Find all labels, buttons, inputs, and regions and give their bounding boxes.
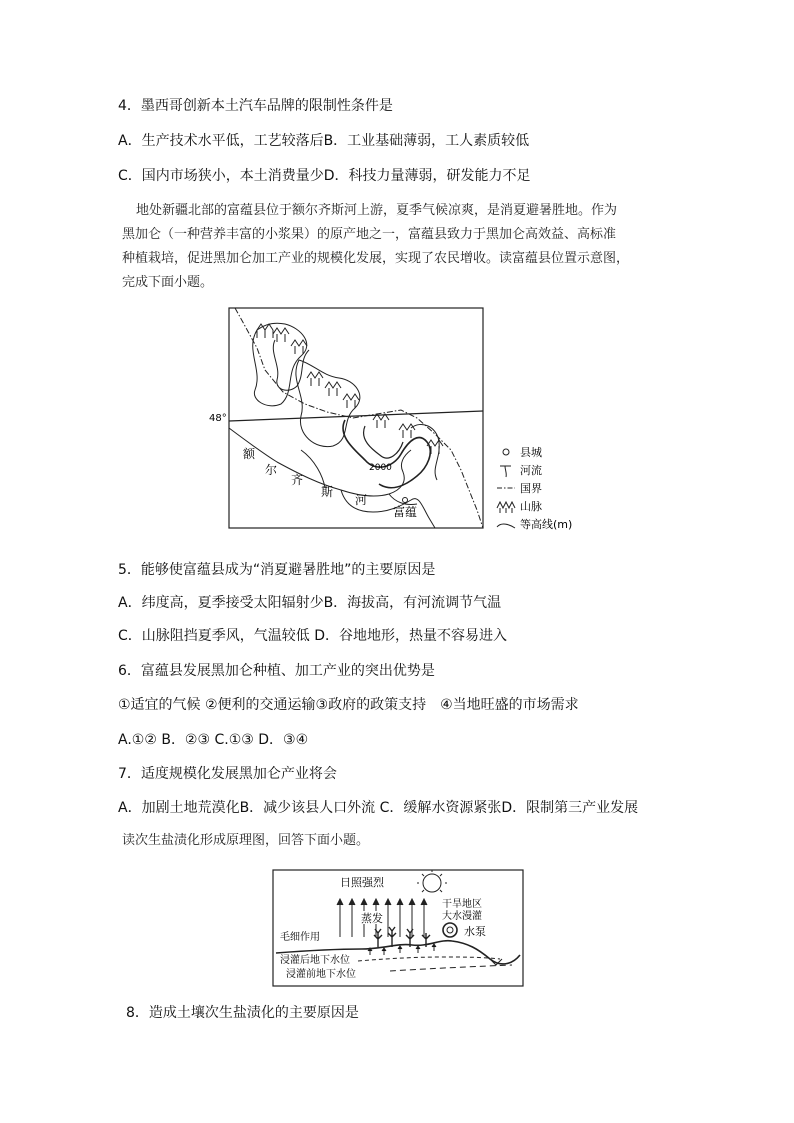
label-after-level: 浸灌后地下水位 bbox=[280, 955, 350, 966]
pump-inner bbox=[447, 927, 453, 933]
contour-line bbox=[273, 340, 309, 390]
river-char: 河 bbox=[355, 493, 368, 507]
mountain-symbols bbox=[257, 324, 443, 454]
label-sun: 日照强烈 bbox=[340, 876, 384, 889]
water-level-before bbox=[390, 965, 512, 971]
passage-line: 种植栽培，促进黑加仑加工产业的规模化发展，实现了农民增收。读富蕴县位置示意图， bbox=[122, 251, 630, 266]
plants bbox=[374, 927, 430, 947]
water-level-after bbox=[358, 957, 500, 961]
passage-line: 读次生盐渍化形成原理图，回答下面小题。 bbox=[122, 833, 370, 848]
latitude-line bbox=[229, 411, 483, 421]
legend-mountain: 山脉 bbox=[520, 500, 542, 513]
contour-line bbox=[364, 426, 403, 458]
diagram-svg bbox=[272, 869, 524, 987]
contour-line-2000 bbox=[343, 420, 430, 488]
passage-line: 完成下面小题。 bbox=[122, 275, 214, 290]
label-evap: 蒸发 bbox=[361, 912, 383, 925]
q4-options-ab: A．生产技术水平低，工艺较落后B．工业基础薄弱，工人素质较低 bbox=[118, 133, 530, 149]
q4-stem: 4．墨西哥创新本土汽车品牌的限制性条件是 bbox=[118, 98, 393, 114]
river-char: 斯 bbox=[321, 485, 334, 499]
passage-line: 黑加仑（一种营养丰富的小浆果）的原产地之一，富蕴县致力于黑加仑高效益、高标准 bbox=[122, 227, 617, 242]
sun-rays bbox=[417, 870, 447, 892]
label-pump: 水泵 bbox=[464, 925, 486, 938]
county-dot bbox=[403, 498, 408, 503]
map-svg bbox=[205, 300, 595, 536]
latitude-label: 48° bbox=[209, 413, 227, 424]
q6-items: ①适宜的气候 ②便利的交通运输③政府的政策支持 ④当地旺盛的市场需求 bbox=[118, 697, 579, 713]
river-tributary bbox=[301, 450, 325, 488]
legend-mountain-symbol bbox=[497, 502, 515, 513]
legend-contour-symbol bbox=[497, 524, 515, 528]
q5-options-ab: A．纬度高，夏季接受太阳辐射少B．海拔高，有河流调节气温 bbox=[118, 595, 502, 611]
legend-border: 国界 bbox=[520, 482, 542, 495]
q5-stem: 5．能够使富蕴县成为“消夏避暑胜地”的主要原因是 bbox=[118, 562, 436, 578]
fuyun-location-map bbox=[205, 300, 595, 536]
pump-icon bbox=[443, 923, 457, 937]
q7-stem: 7．适度规模化发展黑加仑产业将会 bbox=[118, 766, 337, 782]
q5-options-cd: C．山脉阻挡夏季风，气温较低 D．谷地地形，热量不容易进入 bbox=[118, 628, 508, 644]
legend-county-symbol bbox=[503, 449, 509, 455]
legend-river-symbol bbox=[500, 466, 511, 477]
sun-icon bbox=[423, 874, 441, 892]
passage-salinization bbox=[122, 829, 682, 853]
q8-stem: 8．造成土壤次生盐渍化的主要原因是 bbox=[126, 1005, 359, 1021]
county-label: 富蕴 bbox=[393, 505, 418, 519]
passage-line: 地处新疆北部的富蕴县位于额尔齐斯河上游，夏季气候凉爽，是消夏避暑胜地。作为 bbox=[136, 203, 618, 218]
legend-river: 河流 bbox=[520, 464, 542, 477]
q4-options-cd: C．国内市场狭小，本土消费量少D．科技力量薄弱，研发能力不足 bbox=[118, 168, 531, 184]
contour-label: 2000 bbox=[369, 463, 392, 473]
map-legend bbox=[497, 446, 572, 531]
legend-county: 县城 bbox=[520, 446, 542, 459]
contour-line bbox=[296, 360, 360, 447]
label-before-level: 浸灌前地下水位 bbox=[286, 969, 356, 980]
q6-options: A.①② B．②③ C.①③ D．③④ bbox=[118, 732, 309, 748]
contour-line bbox=[411, 424, 439, 480]
label-dry-area: 干旱地区 bbox=[442, 899, 482, 910]
legend-contour: 等高线(m) bbox=[520, 518, 573, 531]
river-char: 尔 bbox=[265, 463, 278, 477]
label-flood-irrigation: 大水漫灌 bbox=[442, 911, 482, 922]
label-capillary: 毛细作用 bbox=[280, 932, 320, 943]
q6-stem: 6．富蕴县发展黑加仑种植、加工产业的突出优势是 bbox=[118, 663, 435, 679]
river-char: 额 bbox=[243, 447, 256, 461]
passage-fuyun bbox=[122, 199, 682, 295]
river-char: 齐 bbox=[291, 473, 304, 487]
contour-line bbox=[253, 323, 307, 406]
q7-options: A．加剧土地荒漠化B．减少该县人口外流 C．缓解水资源紧张D．限制第三产业发展 bbox=[118, 800, 639, 816]
salinization-diagram bbox=[272, 869, 524, 987]
